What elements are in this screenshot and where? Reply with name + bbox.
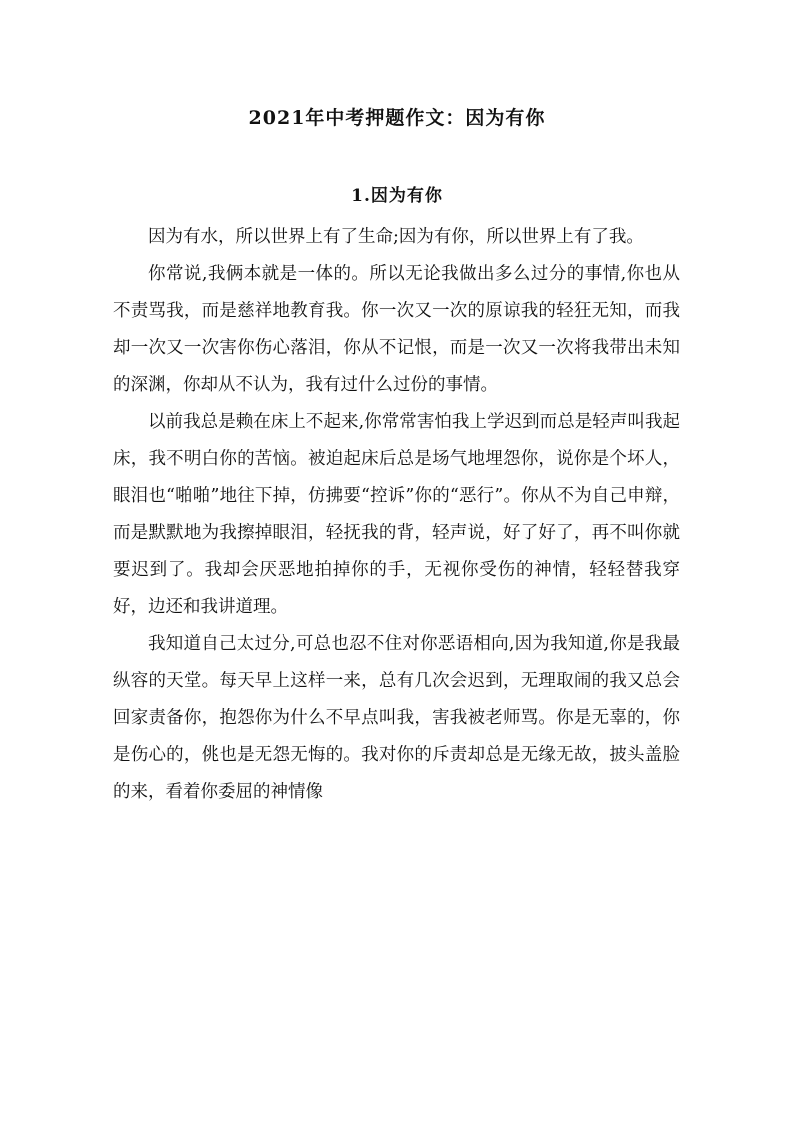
- paragraph-1: 因为有水，所以世界上有了生命;因为有你，所以世界上有了我。: [148, 227, 644, 247]
- paragraph-2: 你常说,我俩本就是一体的。所以无论我做出多么过分的事情,你也从不责骂我，而是慈祥地教育我。你一次又一次的原谅我的轻狂无知，而我却一次又一次害你伤心落泪，你从不记恨，而是一次又一次将我带出未知的深渊，你却从不认为，我有过什么过份的事情。: [113, 264, 680, 395]
- paragraph-4: 我知道自己太过分,可总也忍不住对你恶语相向,因为我知道,你是我最纵容的天堂。每天早上这样一来，总有几次会迟到，无理取闹的我又总会回家责备你，抱怨你为什么不早点叫我，害我被老师骂。你是无辜的，你是伤心的，佻也是无怨无悔的。我对你的斥责却总是无缘无故，披头盖脸的来，看着你委屈的神情像: [113, 634, 680, 802]
- document-title: 2021年中考押题作文：因为有你: [248, 107, 546, 129]
- section-heading: 1.因为有你: [351, 186, 443, 206]
- essay-body: [113, 219, 680, 811]
- paragraph-3: 以前我总是赖在床上不起来,你常常害怕我上学迟到而总是轻声叫我起床，我不明白你的苦恼。被迫起床后总是场气地埋怨你，说你是个坏人，眼泪也“啪啪”地往下掉，仿拂要“控诉”你的“恶行”。你从不为自己申辩，而是默默地为我擦掉眼泪，轻抚我的背，轻声说，好了好了，再不叫你就要迟到了。我却会厌恶地拍掉你的手，无视你受伤的神情，轻轻替我穿好，边还和我讲道理。: [113, 412, 680, 617]
